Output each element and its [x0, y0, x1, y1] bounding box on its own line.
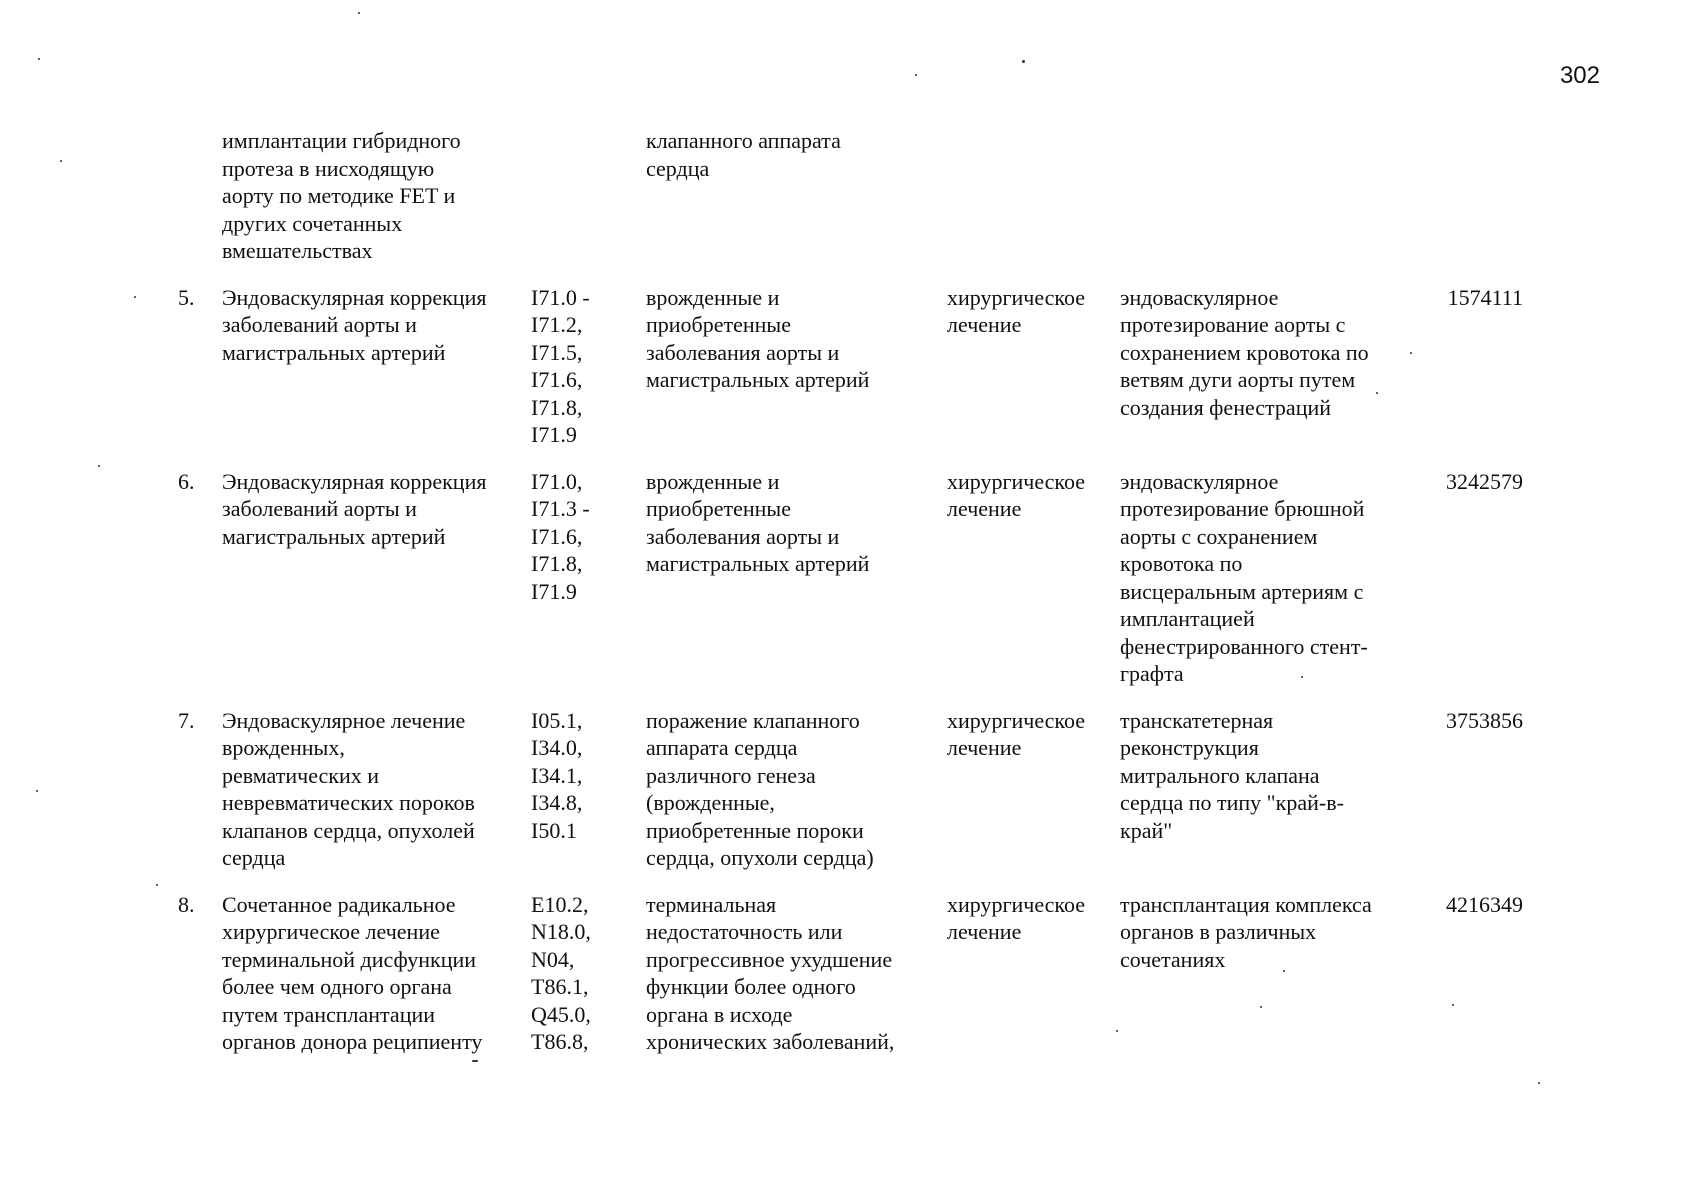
scan-speck	[358, 12, 360, 14]
scan-speck	[134, 296, 136, 298]
procedure-name: имплантации гибридного протеза в нисходящую аорту по методике FET и других сочетанных вмешательствах	[222, 128, 461, 263]
treatment-method: эндоваскулярное протезирование брюшной аорты с сохранением кровотока по висцеральным артериям с имплантацией фенестрированного стент- графта	[1120, 468, 1368, 686]
scan-speck	[1283, 970, 1285, 972]
icd-codes: I05.1, I34.0, I34.1, I34.8, I50.1	[531, 707, 583, 843]
scan-speck	[1452, 1004, 1454, 1006]
scan-speck	[1301, 676, 1303, 678]
procedure-name: Эндоваскулярное лечение врожденных, ревматических и невревматических пороков клапанов сердца, опухолей сердца	[222, 707, 475, 870]
scan-speck	[1116, 1030, 1118, 1032]
procedure-name: Сочетанное радикальное хирургическое лечение терминальной дисфункции более чем одного органа путем трансплантации органов донора реципиенту	[222, 891, 483, 1054]
treatment-type: хирургическое лечение	[947, 468, 1086, 521]
row-number: 5.	[178, 284, 195, 310]
procedures-table	[170, 127, 1610, 1056]
treatment-type: хирургическое лечение	[947, 284, 1086, 337]
table-row	[170, 127, 1610, 265]
diagnosis: врожденные и приобретенные заболевания аорты и магистральных артерий	[646, 468, 870, 576]
scan-speck	[1260, 1006, 1262, 1008]
row-number: 7.	[178, 707, 195, 733]
table-row	[170, 891, 1610, 1056]
icd-codes: I71.0, I71.3 - I71.6, I71.8, I71.9	[531, 468, 590, 604]
procedure-name: Эндоваскулярная коррекция заболеваний аорты и магистральных артерий	[222, 468, 487, 549]
treatment-method: эндоваскулярное протезирование аорты с сохранением кровотока по ветвям дуги аорты путем создания фенестраций	[1120, 284, 1369, 420]
table-row	[170, 468, 1610, 688]
scan-speck	[1022, 60, 1025, 63]
scan-speck	[1410, 352, 1412, 354]
scan-speck	[156, 884, 158, 886]
table-row	[170, 284, 1610, 449]
scan-speck	[1538, 1082, 1540, 1084]
scan-speck	[915, 74, 917, 76]
table-row	[170, 707, 1610, 872]
treatment-type: хирургическое лечение	[947, 707, 1086, 760]
treatment-type: хирургическое лечение	[947, 891, 1086, 944]
cost: 1574111	[1447, 284, 1523, 310]
scan-speck	[98, 465, 100, 467]
scan-speck	[60, 160, 62, 162]
treatment-method: транскатетерная реконструкция митрального клапана сердца по типу "край-в- край"	[1120, 707, 1344, 843]
icd-codes: I71.0 - I71.2, I71.5, I71.6, I71.8, I71.9	[531, 284, 590, 447]
icd-codes: E10.2, N18.0, N04, T86.1, Q45.0, T86.8,	[531, 891, 591, 1054]
diagnosis: терминальная недостаточность или прогрессивное ухудшение функции более одного органа в исходе хронических заболеваний,	[646, 891, 895, 1054]
row-number: 8.	[178, 891, 195, 917]
cost: 3242579	[1446, 468, 1523, 494]
procedure-name: Эндоваскулярная коррекция заболеваний аорты и магистральных артерий	[222, 284, 487, 365]
cost: 3753856	[1446, 707, 1523, 733]
treatment-method: трансплантация комплекса органов в различных сочетаниях	[1120, 891, 1372, 972]
row-number: 6.	[178, 468, 195, 494]
scan-speck	[472, 1060, 478, 1062]
cost: 4216349	[1446, 891, 1523, 917]
page-number: 302	[1559, 62, 1600, 89]
scan-speck	[1376, 392, 1378, 394]
scan-speck	[38, 58, 40, 60]
diagnosis: поражение клапанного аппарата сердца различного генеза (врожденные, приобретенные пороки сердца, опухоли сердца)	[646, 707, 874, 870]
diagnosis: врожденные и приобретенные заболевания аорты и магистральных артерий	[646, 284, 870, 392]
scan-speck	[36, 790, 38, 792]
diagnosis: клапанного аппарата сердца	[646, 128, 841, 181]
